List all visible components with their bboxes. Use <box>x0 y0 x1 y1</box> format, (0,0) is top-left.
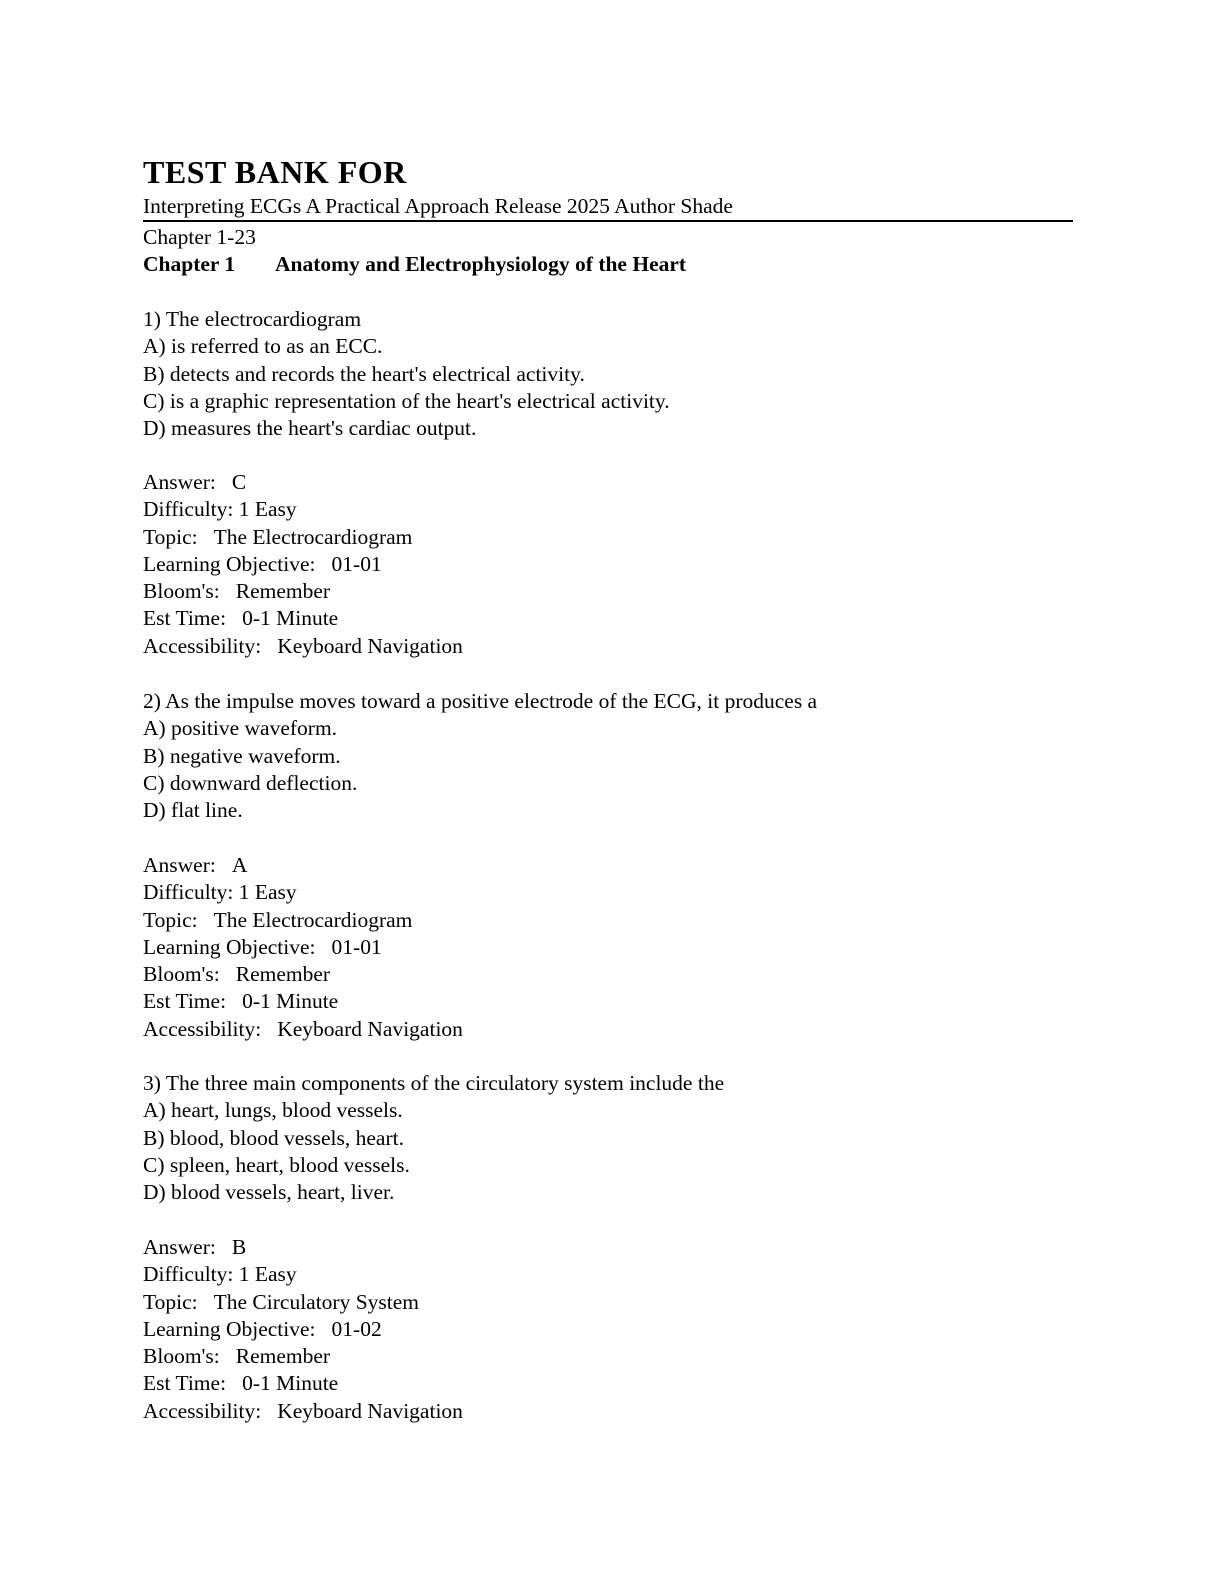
option-c: C) spleen, heart, blood vessels. <box>143 1152 410 1177</box>
accessibility-label: Accessibility: <box>143 633 262 658</box>
objective-label: Learning Objective: <box>143 551 316 576</box>
topic-value: The Circulatory System <box>213 1289 420 1314</box>
time-value: 0-1 Minute <box>242 989 339 1014</box>
topic-label: Topic: <box>143 1289 198 1314</box>
time-line <box>143 1370 463 1397</box>
blooms-label: Bloom's: <box>143 1344 220 1369</box>
accessibility-value: Keyboard Navigation <box>277 1016 463 1041</box>
option-d: D) measures the heart's cardiac output. <box>143 416 477 441</box>
objective-label: Learning Objective: <box>143 934 316 959</box>
accessibility-line <box>143 1016 463 1043</box>
answer-line <box>143 469 463 496</box>
difficulty-line: Difficulty: 1 Easy <box>143 1262 297 1287</box>
time-label: Est Time: <box>143 1371 227 1396</box>
topic-line <box>143 907 463 934</box>
objective-value: 01-01 <box>331 934 382 959</box>
topic-line <box>143 524 463 551</box>
blooms-label: Bloom's: <box>143 579 220 604</box>
time-label: Est Time: <box>143 606 227 631</box>
blooms-label: Bloom's: <box>143 962 220 987</box>
accessibility-label: Accessibility: <box>143 1016 262 1041</box>
answer-value: A <box>231 853 248 877</box>
objective-line <box>143 551 463 578</box>
objective-label: Learning Objective: <box>143 1316 316 1341</box>
question-1-metadata <box>143 469 463 660</box>
answer-line <box>143 852 463 879</box>
difficulty-line: Difficulty: 1 Easy <box>143 880 297 905</box>
chapter-range: Chapter 1-23 <box>143 225 256 249</box>
option-c: C) is a graphic representation of the heart's electrical activity. <box>143 388 670 413</box>
answer-value: C <box>231 470 247 494</box>
question-2-metadata <box>143 852 463 1043</box>
blooms-line <box>143 578 463 605</box>
answer-value: B <box>231 1235 247 1259</box>
accessibility-value: Keyboard Navigation <box>277 1398 463 1423</box>
answer-label: Answer: <box>143 853 216 877</box>
accessibility-line <box>143 633 463 660</box>
blooms-value: Remember <box>235 579 331 604</box>
time-label: Est Time: <box>143 989 227 1014</box>
objective-line <box>143 934 463 961</box>
topic-label: Topic: <box>143 524 198 549</box>
time-value: 0-1 Minute <box>242 606 339 631</box>
accessibility-value: Keyboard Navigation <box>277 633 463 658</box>
question-3-metadata <box>143 1234 463 1425</box>
header-divider <box>143 220 1073 222</box>
objective-value: 01-02 <box>331 1316 382 1341</box>
chapter-number: Chapter 1 <box>143 252 236 276</box>
topic-line <box>143 1289 463 1316</box>
option-b: B) detects and records the heart's electrical activity. <box>143 361 585 386</box>
question-stem: 3) The three main components of the circulatory system include the <box>143 1071 725 1095</box>
blooms-line <box>143 1343 463 1370</box>
option-a: A) positive waveform. <box>143 716 338 741</box>
option-a: A) is referred to as an ECC. <box>143 334 383 359</box>
option-a: A) heart, lungs, blood vessels. <box>143 1098 403 1123</box>
time-value: 0-1 Minute <box>242 1371 339 1396</box>
option-c: C) downward deflection. <box>143 770 358 795</box>
accessibility-label: Accessibility: <box>143 1398 262 1423</box>
topic-value: The Electrocardiogram <box>213 524 413 549</box>
option-b: B) negative waveform. <box>143 743 341 768</box>
option-d: D) blood vessels, heart, liver. <box>143 1180 395 1205</box>
question-3 <box>143 1070 724 1206</box>
objective-value: 01-01 <box>331 551 382 576</box>
document-subtitle: Interpreting ECGs A Practical Approach Release 2025 Author Shade <box>143 194 733 218</box>
time-line <box>143 988 463 1015</box>
difficulty-line: Difficulty: 1 Easy <box>143 497 297 522</box>
option-d: D) flat line. <box>143 798 243 823</box>
topic-label: Topic: <box>143 907 198 932</box>
question-stem: 1) The electrocardiogram <box>143 307 362 331</box>
blooms-value: Remember <box>235 962 331 987</box>
answer-label: Answer: <box>143 470 216 494</box>
blooms-value: Remember <box>235 1344 331 1369</box>
question-stem: 2) As the impulse moves toward a positive electrode of the ECG, it produces a <box>143 689 818 713</box>
question-2 <box>143 688 817 824</box>
answer-label: Answer: <box>143 1235 216 1259</box>
accessibility-line <box>143 1398 463 1425</box>
answer-line <box>143 1234 463 1261</box>
question-1 <box>143 306 670 442</box>
option-b: B) blood, blood vessels, heart. <box>143 1125 404 1150</box>
objective-line <box>143 1316 463 1343</box>
chapter-title: Anatomy and Electrophysiology of the Heart <box>275 252 687 276</box>
blooms-line <box>143 961 463 988</box>
chapter-heading <box>143 251 686 278</box>
time-line <box>143 605 463 632</box>
topic-value: The Electrocardiogram <box>213 907 413 932</box>
document-title: TEST BANK FOR <box>143 154 407 190</box>
